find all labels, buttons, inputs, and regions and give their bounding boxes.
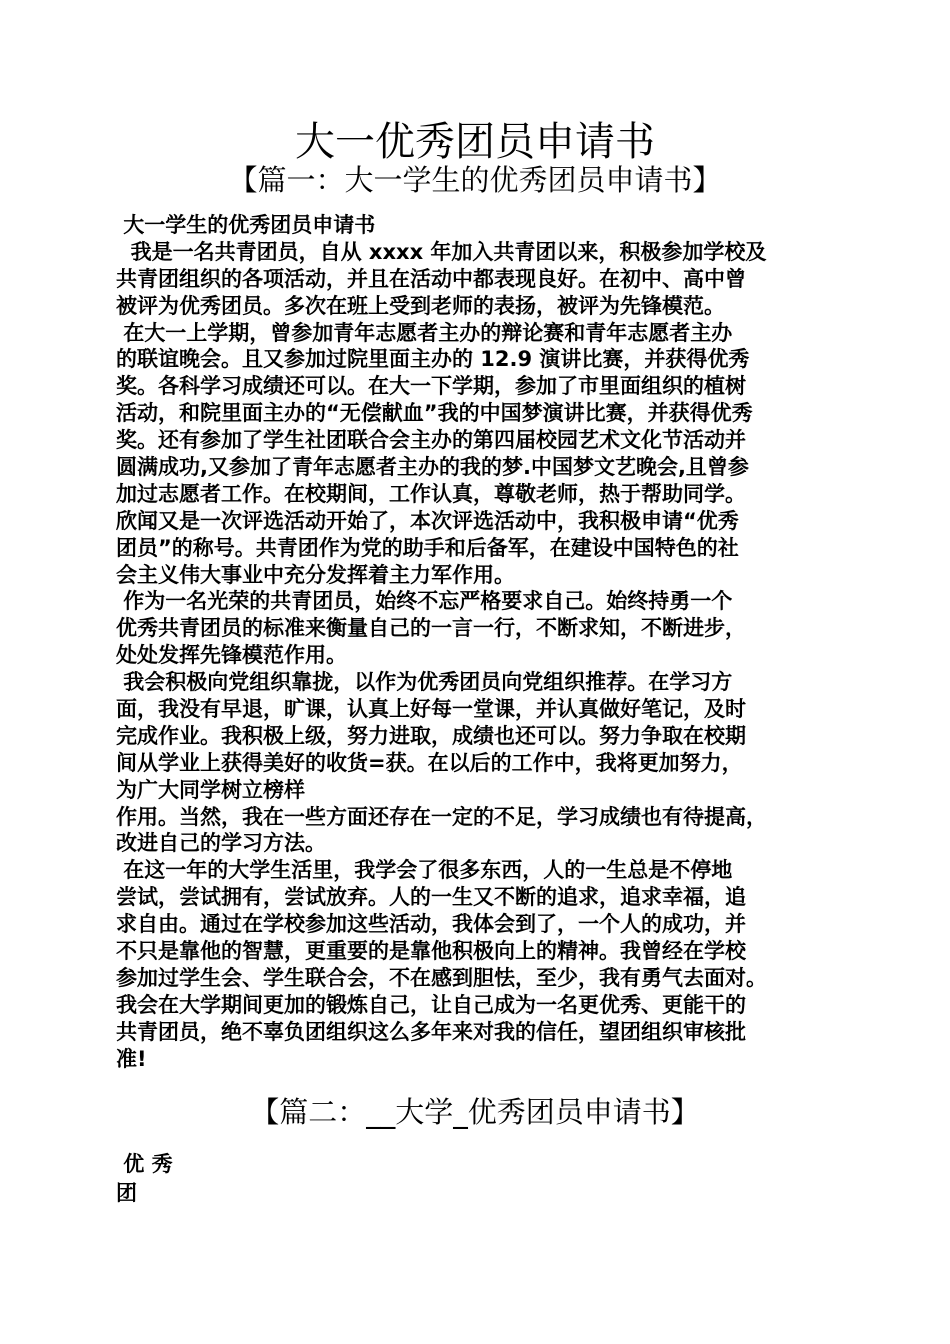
body-line: 奖。还有参加了学生社团联合会主办的第四届校园艺术文化节活动并 [116, 428, 746, 453]
body-line: 作为一名光荣的共青团员，始终不忘严格要求自己。始终持勇一个 [116, 589, 733, 614]
body-line: 被评为优秀团员。多次在班上受到老师的表扬，被评为先锋模范。 [116, 293, 725, 318]
body-line: 不只是靠他的智慧，更重要的是靠他积极向上的精神。我曾经在学校 [116, 939, 746, 964]
section-1-body [116, 212, 846, 1073]
body-line: 加过志愿者工作。在校期间，工作认真，尊敬老师，热于帮助同学。 [116, 481, 746, 506]
body-line: 在大一上学期，曾参加青年志愿者主办的辩论赛和青年志愿者主办 [116, 320, 733, 345]
body-line: 优秀共青团员的标准来衡量自己的一言一行，不断求知，不断进步， [116, 616, 746, 641]
body-line: 处处发挥先锋模范作用。 [116, 643, 347, 668]
section-2-heading: 【篇二：__大学_优秀团员申请书】 [250, 1095, 700, 1129]
body-line: 优 秀 [116, 1152, 173, 1176]
body-line: 尝试，尝试拥有，尝试放弃。人的一生又不断的追求，追求幸福，追 [116, 885, 746, 910]
body-line: 团 [116, 1181, 137, 1205]
body-line: 完成作业。我积极上级，努力进取，成绩也还可以。努力争取在校期 [116, 723, 746, 748]
body-line: 我会积极向党组织靠拢，以作为优秀团员向党组织推荐。在学习方 [116, 670, 733, 695]
document-title: 大一优秀团员申请书 [295, 119, 655, 165]
body-line: 准! [116, 1046, 147, 1071]
body-line: 求自由。通过在学校参加这些活动，我体会到了，一个人的成功，并 [116, 912, 746, 937]
body-line: 圆满成功,又参加了青年志愿者主办的我的梦.中国梦文艺晚会,且曾参 [116, 455, 749, 480]
body-line: 会主义伟大事业中充分发挥着主力军作用。 [116, 562, 515, 587]
body-line: 参加过学生会、学生联合会，不在感到胆怯，至少，我有勇气去面对。 [116, 965, 767, 990]
body-line: 团员”的称号。共青团作为党的助手和后备军，在建设中国特色的社 [116, 535, 739, 560]
body-line: 面，我没有早退，旷课，认真上好每一堂课，并认真做好笔记，及时 [116, 697, 746, 722]
body-line: 改进自己的学习方法。 [116, 831, 326, 856]
section-1-heading: 【篇一：大一学生的优秀团员申请书】 [228, 163, 722, 197]
body-line: 奖。各科学习成绩还可以。在大一下学期，参加了市里面组织的植树 [116, 374, 746, 399]
body-line: 间从学业上获得美好的收货=获。在以后的工作中，我将更加努力， [116, 750, 743, 775]
body-line: 我是一名共青团员，自从 xxxx 年加入共青团以来，积极参加学校及 [116, 239, 767, 264]
body-line: 共青团组织的各项活动，并且在活动中都表现良好。在初中、高中曾 [116, 266, 746, 291]
body-line: 大一学生的优秀团员申请书 [116, 213, 376, 237]
body-line: 活动，和院里面主办的“无偿献血”我的中国梦演讲比赛，并获得优秀 [116, 401, 753, 426]
section-2-body [116, 1150, 316, 1208]
body-line: 为广大同学树立榜样 [116, 777, 305, 802]
body-line: 作用。当然，我在一些方面还存在一定的不足，学习成绩也有待提高， [116, 804, 767, 829]
body-line: 的联谊晚会。且又参加过院里面主办的 12.9 演讲比赛，并获得优秀 [116, 347, 750, 372]
body-line: 欣闻又是一次评选活动开始了，本次评选活动中，我积极申请“优秀 [116, 508, 739, 533]
body-line: 共青团员，绝不辜负团组织这么多年来对我的信任，望团组织审核批 [116, 1019, 746, 1044]
body-line: 我会在大学期间更加的锻炼自己，让自己成为一名更优秀、更能干的 [116, 992, 746, 1017]
body-line: 在这一年的大学生活里，我学会了很多东西，人的一生总是不停地 [116, 858, 733, 883]
